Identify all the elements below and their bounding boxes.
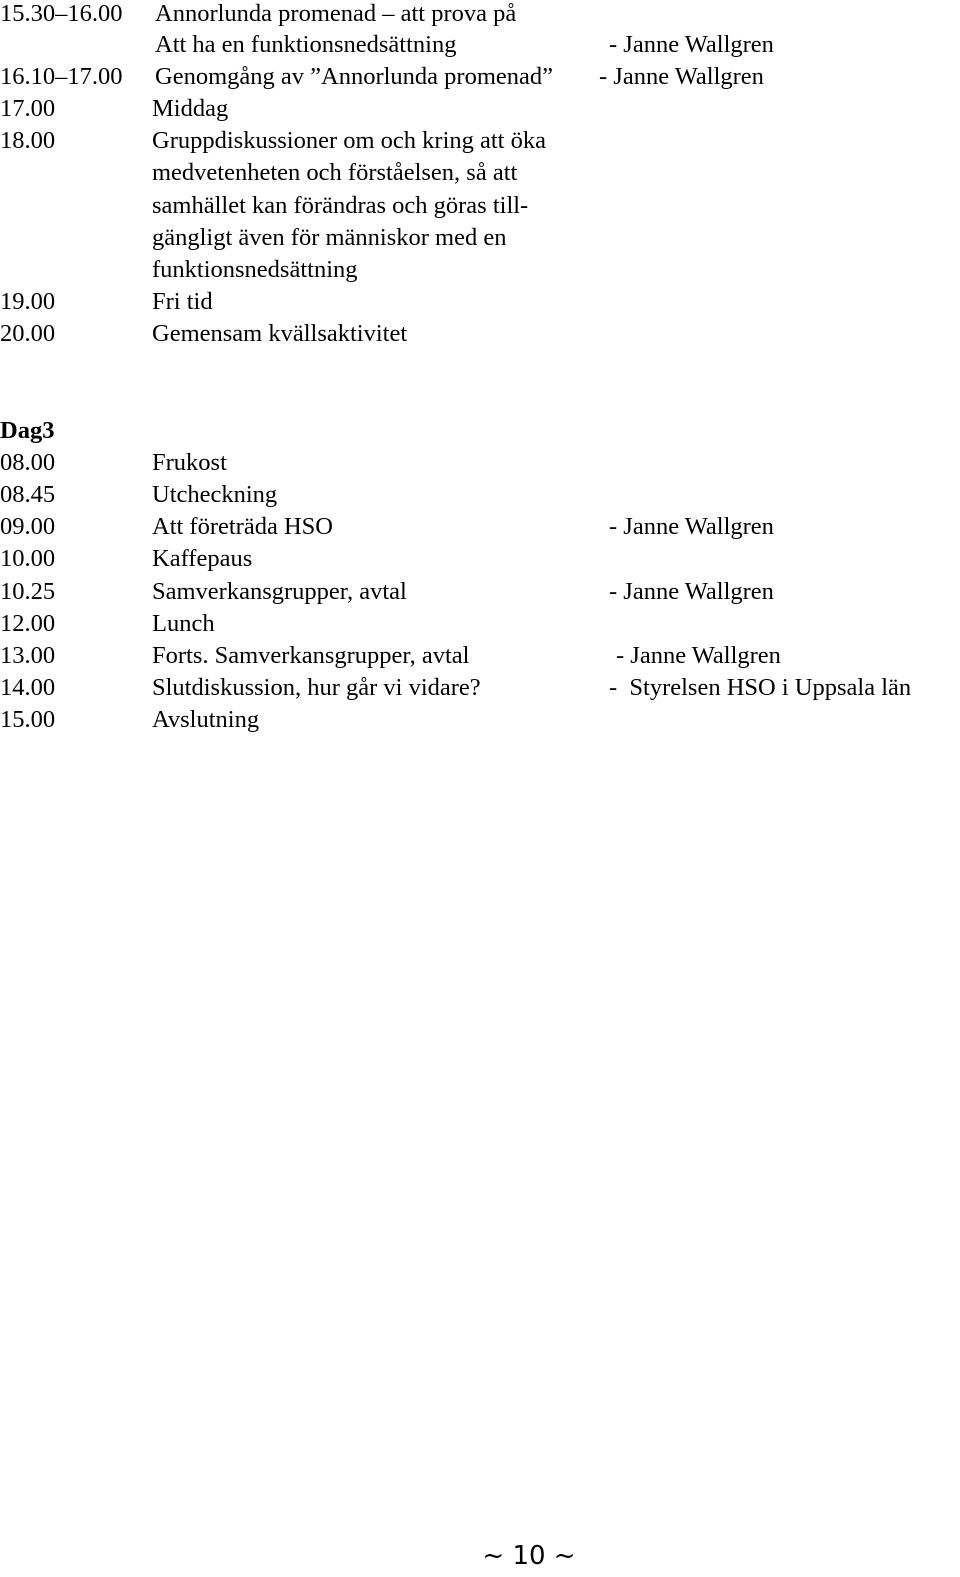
schedule-row [0, 29, 960, 61]
day-heading-label: Dag3 [0, 417, 55, 444]
schedule-activity: medvetenheten och förståelsen, så att [152, 159, 518, 186]
schedule-activity: Gruppdiskussioner om och kring att öka [152, 127, 546, 154]
schedule-row [0, 543, 960, 575]
schedule-time: 17.00 [0, 95, 56, 122]
schedule-row [0, 511, 960, 543]
schedule-time: 08.00 [0, 449, 56, 476]
schedule-activity: gängligt även för människor med en [152, 224, 507, 251]
schedule-time: 10.00 [0, 545, 56, 572]
schedule-time: 19.00 [0, 288, 56, 315]
schedule-row-continuation [0, 254, 960, 286]
schedule-time: 10.25 [0, 578, 56, 605]
schedule-time: 15.30–16.00 [0, 0, 123, 27]
schedule-row [0, 447, 960, 479]
schedule-time: 09.00 [0, 513, 56, 540]
schedule-activity: Gemensam kvällsaktivitet [152, 320, 408, 347]
schedule-speaker: - Styrelsen HSO i Uppsala län [609, 674, 912, 701]
schedule-speaker: - Janne Wallgren [599, 63, 764, 90]
schedule-time: 12.00 [0, 610, 56, 637]
schedule-row-continuation [0, 157, 960, 189]
schedule-row [0, 640, 960, 672]
schedule-time: 13.00 [0, 642, 56, 669]
schedule-row [0, 704, 960, 736]
schedule-activity: Att ha en funktionsnedsättning [155, 31, 457, 58]
schedule-row [0, 286, 960, 318]
schedule-row [0, 61, 960, 93]
schedule-speaker: - Janne Wallgren [609, 513, 774, 540]
schedule-activity: samhället kan förändras och göras till- [152, 192, 529, 219]
schedule-activity: Fri tid [152, 288, 213, 315]
schedule-time: 08.45 [0, 481, 56, 508]
schedule-time: 16.10–17.00 [0, 63, 123, 90]
schedule-time: 15.00 [0, 706, 56, 733]
schedule-activity: Att företräda HSO [152, 513, 333, 540]
schedule-row [0, 479, 960, 511]
schedule-row-continuation [0, 222, 960, 254]
schedule-activity: Frukost [152, 449, 227, 476]
schedule-activity: Slutdiskussion, hur går vi vidare? [152, 674, 481, 701]
schedule-activity: Annorlunda promenad – att prova på [155, 0, 517, 27]
schedule-row [0, 576, 960, 608]
schedule-row [0, 318, 960, 350]
schedule-activity: Avslutning [152, 706, 260, 733]
schedule-row-continuation [0, 190, 960, 222]
schedule-speaker: - Janne Wallgren [609, 31, 774, 58]
schedule-row [0, 672, 960, 704]
page-number: ~ 10 ~ [482, 1541, 576, 1571]
schedule-time: 14.00 [0, 674, 56, 701]
schedule-row [0, 125, 960, 157]
schedule-row [0, 0, 960, 30]
schedule-activity: Lunch [152, 610, 215, 637]
schedule-speaker: - Janne Wallgren [616, 642, 781, 669]
schedule-activity: funktionsnedsättning [152, 256, 358, 283]
schedule-row [0, 93, 960, 125]
schedule-activity: Samverkansgrupper, avtal [152, 578, 407, 605]
schedule-activity: Genomgång av ”Annorlunda promenad” [155, 63, 553, 90]
schedule-activity: Utcheckning [152, 481, 278, 508]
schedule-time: 18.00 [0, 127, 56, 154]
day-heading [0, 415, 960, 447]
schedule-activity: Forts. Samverkansgrupper, avtal [152, 642, 470, 669]
schedule-activity: Middag [152, 95, 229, 122]
schedule-row [0, 608, 960, 640]
schedule-activity: Kaffepaus [152, 545, 253, 572]
schedule-speaker: - Janne Wallgren [609, 578, 774, 605]
schedule-time: 20.00 [0, 320, 56, 347]
